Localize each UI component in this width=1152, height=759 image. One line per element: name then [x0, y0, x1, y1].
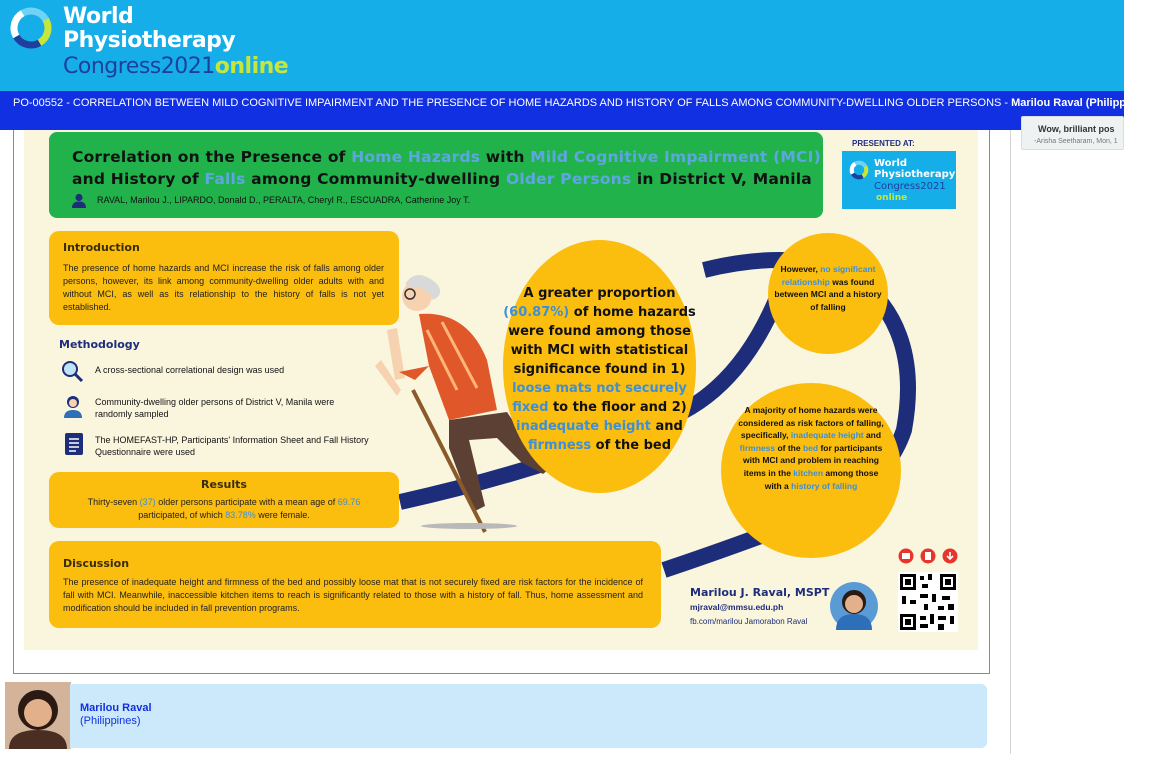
introduction-title: Introduction	[63, 241, 140, 254]
mini-logo-physiotherapy: Physiotherapy	[874, 169, 956, 180]
presenter-name-link[interactable]: Marilou Raval	[80, 702, 152, 714]
discussion-box	[49, 541, 661, 628]
methodology-item-3: The HOMEFAST-HP, Participants' Information Sheet and Fall History Questionnaire were used	[95, 435, 369, 457]
no-relationship-circle	[768, 233, 888, 354]
presenter-inline-link[interactable]: Marilou Raval (Philippines)	[1011, 97, 1152, 109]
discussion-title: Discussion	[63, 557, 130, 570]
poster-title-box	[49, 132, 823, 218]
presenter-info-box	[70, 684, 987, 748]
risk-factors-circle	[721, 383, 901, 558]
logo-text-congress	[63, 54, 288, 79]
poster-image	[24, 130, 978, 650]
presenter-photo	[5, 682, 71, 749]
presented-at-label: PRESENTED AT:	[852, 139, 915, 148]
person-icon	[71, 193, 87, 208]
comment-card[interactable]	[1021, 116, 1124, 150]
main-finding-text: A greater proportion (60.87%) of home hazards were found among those with MCI with statistical significance found in 1) loose mats not securely fixed to the floor and 2) inadequate height and firmness of the bed	[503, 286, 696, 453]
mini-logo-congress: Congress2021	[874, 181, 946, 192]
poster-title-bar	[0, 91, 1152, 130]
methodology-title: Methodology	[59, 338, 140, 351]
magnifier-icon	[60, 359, 84, 383]
no-relationship-text: However, no significant relationship was found between MCI and a history of falling	[774, 264, 882, 312]
introduction-box	[49, 231, 399, 325]
main-finding-circle	[503, 240, 696, 493]
mini-congress-logo	[842, 151, 956, 209]
poster-code-title: PO-00552 - CORRELATION BETWEEN MILD COGNITIVE IMPAIRMENT AND THE PRESENCE OF HOME HAZARDS AND HISTORY OF FALLS AMONG COMMUNITY-DWELLING OLDER PERSONS -	[13, 97, 1012, 109]
methodology-item-2: Community-dwelling older persons of District V, Manila were randomly sampled	[95, 397, 335, 419]
poster-title-line-2: and History of Falls among Community-dwelling Older Persons in District V, Manila	[72, 170, 812, 188]
questionnaire-icon	[62, 432, 86, 456]
poster-action-icons	[896, 548, 960, 564]
logo-online: online	[214, 54, 289, 79]
mini-logo-ring-icon	[849, 160, 869, 180]
discussion-body: The presence of inadequate height and firmness of the bed and possibly loose mat that is not securely fixed are risk factors for the incidence of fall with MCI. Meanwhile, inaccessible kitchen items to reach is significantly related to those with a history of fall. Thus, home assessment and modification should be included in fall prevention programs.	[63, 577, 643, 613]
results-body: Thirty-seven (37) older persons participate with a mean age of 69.76 participated, of which 83.78% were female.	[87, 497, 361, 520]
congress-logo-icon	[9, 6, 53, 50]
logo-text-physiotherapy: Physiotherapy	[63, 28, 236, 53]
author-name: Marilou J. Raval, MSPT	[690, 586, 830, 599]
conference-header	[0, 0, 1124, 91]
results-title: Results	[201, 478, 247, 491]
comment-author: -Arisha Seetharam, Mon, 1	[1034, 138, 1118, 145]
logo-congress-year: Congress2021	[63, 54, 215, 79]
poster-authors: RAVAL, Marilou J., LIPARDO, Donald D., PERALTA, Cheryl R., ESCUADRA, Catherine Joy T.	[97, 195, 471, 205]
introduction-body: The presence of home hazards and MCI increase the risk of falls among older persons, however, its link among community-dwelling older adults with and without MCI, as well as its relationship to the history of falls is not yet established.	[63, 263, 384, 312]
side-panel-divider	[1010, 130, 1011, 754]
methodology-item-1: A cross-sectional correlational design was used	[95, 365, 285, 375]
risk-factors-text: A majority of home hazards were considered as risk factors of falling, specifically, inadequate height and firmness of the bed for participants with MCI and problem in reaching items in the kitchen among those with a history of falling	[738, 405, 884, 491]
logo-text-world: World	[63, 4, 134, 29]
comment-text: Wow, brilliant pos	[1038, 124, 1115, 134]
presenter-country: (Philippines)	[80, 715, 141, 727]
author-photo	[830, 582, 878, 630]
author-email: mjraval@mmsu.edu.ph	[690, 602, 784, 612]
mini-logo-world: World	[874, 158, 908, 169]
mini-logo-online: online	[876, 193, 908, 203]
author-facebook: fb.com/marilou Jamorabon Raval	[690, 617, 808, 626]
older-person-icon	[61, 394, 85, 418]
poster-title-line-1: Correlation on the Presence of Home Hazards with Mild Cognitive Impairment (MCI)	[72, 148, 821, 166]
qr-code-icon	[898, 572, 958, 632]
results-box	[49, 472, 399, 528]
